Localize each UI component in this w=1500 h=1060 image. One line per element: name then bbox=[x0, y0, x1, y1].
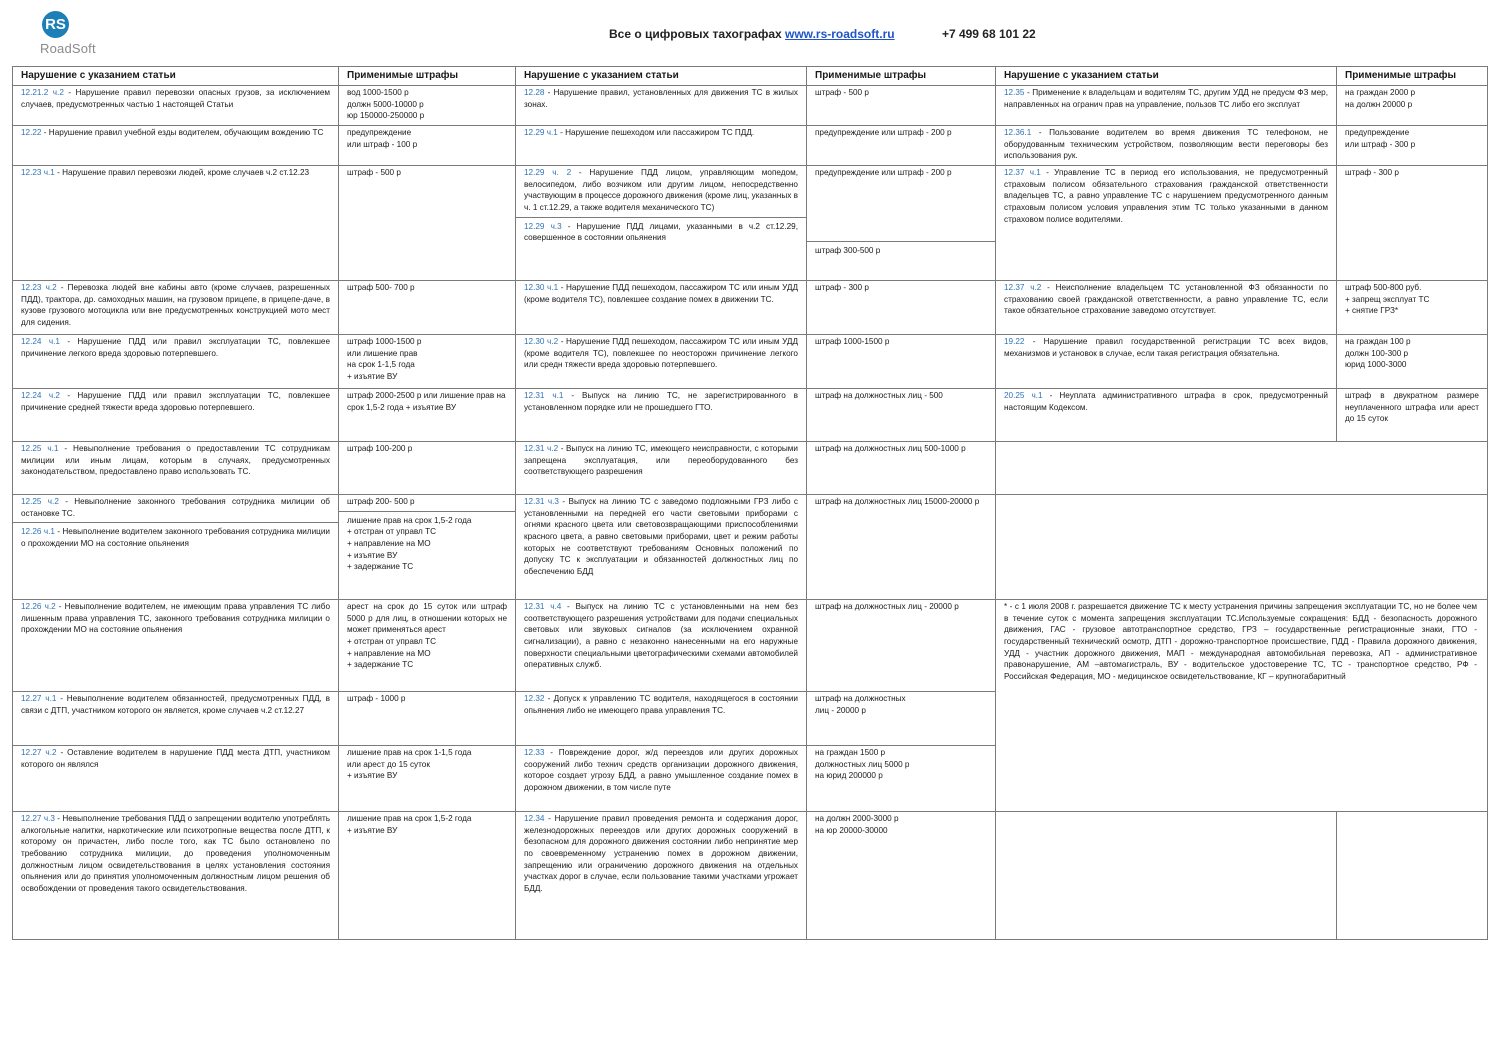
violation-cell bbox=[996, 281, 1337, 335]
violation-cell bbox=[996, 86, 1337, 126]
empty-cell bbox=[1337, 812, 1488, 940]
fine-text: лишение прав на срок 1,5-2 года + отстран от управл ТС + направление на МО + изъятие ВУ + задержание ТС bbox=[347, 515, 472, 572]
violation-cell bbox=[516, 335, 807, 389]
violation-text: - Невыполнение законного требования сотрудника милиции об остановке ТС. bbox=[21, 497, 330, 518]
article-number: 20.25 ч.1 bbox=[1004, 391, 1043, 401]
article-number: 12.23 ч.2 bbox=[21, 283, 57, 293]
table-row bbox=[13, 600, 1488, 692]
violation-cell bbox=[13, 166, 339, 281]
table-row bbox=[13, 442, 1488, 495]
article-number: 12.25 ч.1 bbox=[21, 444, 59, 454]
fine-text: штраф 200- 500 р bbox=[347, 497, 415, 507]
violation-cell bbox=[996, 126, 1337, 166]
violation-text: - Допуск к управлению ТС водителя, находящегося в состоянии опьянения либо не имеющего права управления ТС. bbox=[524, 694, 798, 715]
logo-text: RoadSoft bbox=[40, 41, 96, 56]
violation-text: - Повреждение дорог, ж/д переездов или других дорожных сооружений либо технич средств организации дорожного движения, которое создает угрозу БДД, а равно умышленное создание помех в дорожном движении, в том числе путе bbox=[524, 748, 798, 793]
fine-cell: штраф на должностных лиц - 500 bbox=[807, 389, 996, 442]
column-header-violation: Нарушение с указанием статьи bbox=[13, 67, 339, 86]
violation-cell bbox=[13, 812, 339, 940]
footnote-cell: * - с 1 июля 2008 г. разрешается движение ТС к месту устранения причины запрещения эксплуатации ТС, но не более чем в течение суток с момента запрещения эксплуатации ТС.Используемые сокращения: БДД - безопасность дорожного движения, ГАС - грузовое автотранспортное средство, ГРЗ – государственные регистрационные знаки, ГТО - государственный технический осмотр, ДТП - дорожно-транспортное происшествие, ПДД - Правила дорожного движения, УДД - участник дорожного движения, МАП - международная автомобильная перевозка, АП - административное правонарушение, АМ –автомагистраль, ВУ - водительское удостоверение ТС, ТС - транспортное средство, РФ - Российская Федерация, МО - медицинское освидетельствование, КГ – крупногабаритный bbox=[996, 600, 1488, 812]
violation-cell bbox=[13, 389, 339, 442]
fine-cell: на должн 2000-3000 р на юр 20000-30000 bbox=[807, 812, 996, 940]
column-header-violation: Нарушение с указанием статьи bbox=[996, 67, 1337, 86]
table-row bbox=[13, 495, 1488, 600]
violation-text: - Оставление водителем в нарушение ПДД места ДТП, участником которого он являлся bbox=[21, 748, 331, 769]
fine-cell: лишение прав на срок 1-1,5 года или арест до 15 суток + изъятие ВУ bbox=[339, 746, 516, 812]
violation-cell bbox=[516, 389, 807, 442]
table-row bbox=[13, 126, 1488, 166]
article-number: 19.22 bbox=[1004, 337, 1025, 347]
violation-cell bbox=[13, 746, 339, 812]
violation-text: - Нарушение ПДД пешеходом, пассажиром ТС или иным УДД (кроме водителя ТС), повлекшее создание помех в движении ТС. bbox=[524, 283, 799, 304]
violation-text: - Нарушение ПДД лицом, управляющим мопедом, велосипедом, либо возчиком или другим лицом, непосредственно участвующим в процессе дорожного движения (кроме лиц, указанных в ч. 1 ст.12.29, а также водителя механического ТС) bbox=[524, 168, 798, 213]
fine-cell: штраф - 300 р bbox=[1337, 166, 1488, 281]
article-number: 12.27 ч.2 bbox=[21, 748, 57, 758]
fine-cell: штраф 500- 700 р bbox=[339, 281, 516, 335]
article-number: 12.29 ч. 2 bbox=[524, 168, 572, 178]
fine-cell: вод 1000-1500 р должн 5000-10000 р юр 150000-250000 р bbox=[339, 86, 516, 126]
fine-cell: штраф на должностных лиц - 20000 р bbox=[807, 600, 996, 692]
phone-number: +7 499 68 101 22 bbox=[941, 27, 1036, 41]
violation-text: - Нарушение ПДД лицами, указанными в ч.2 ст.12.29, совершенное в состоянии опьянения bbox=[524, 221, 799, 243]
header-prefix: Все о цифровых тахографах bbox=[609, 27, 782, 41]
table-row bbox=[13, 812, 1488, 940]
article-number: 12.30 ч.1 bbox=[524, 283, 559, 293]
fine-cell: штраф на должностных лиц 500-1000 р bbox=[807, 442, 996, 495]
table-row bbox=[13, 86, 1488, 126]
logo-mark-icon: RS bbox=[42, 11, 69, 38]
column-header-fine: Применимые штрафы bbox=[807, 67, 996, 86]
violation-text: - Нарушение правил перевозки людей, кроме случаев ч.2 ст.12.23 bbox=[54, 168, 310, 178]
article-number: 12.23 ч.1 bbox=[21, 168, 55, 178]
fine-cell bbox=[807, 166, 996, 281]
fine-cell: предупреждение или штраф - 100 р bbox=[339, 126, 516, 166]
violation-text: - Неуплата административного штрафа в срок, предусмотренный настоящим Кодексом. bbox=[1004, 391, 1328, 412]
violation-cell bbox=[13, 442, 339, 495]
fine-cell: предупреждение или штраф - 300 р bbox=[1337, 126, 1488, 166]
violation-cell bbox=[516, 746, 807, 812]
fine-cell: арест на срок до 15 суток или штраф 5000 р для лиц, в отношении которых не может применяться арест + отстран от управл ТС + направление на МО + задержание ТС bbox=[339, 600, 516, 692]
article-number: 12.26 ч.2 bbox=[21, 602, 56, 612]
roadsoft-logo bbox=[40, 11, 100, 61]
violation-text: - Невыполнение водителем законного требования сотрудника милиции о прохождении МО на состояние опьянения bbox=[21, 527, 330, 549]
article-number: 12.31 ч.3 bbox=[524, 497, 559, 507]
article-number: 12.36.1 bbox=[1004, 128, 1032, 138]
violation-cell bbox=[996, 335, 1337, 389]
fine-cell: штраф на должностных лиц 15000-20000 р bbox=[807, 495, 996, 600]
fine-text: предупреждение или штраф - 200 р bbox=[815, 168, 952, 178]
column-header-fine: Применимые штрафы bbox=[1337, 67, 1488, 86]
fine-cell: предупреждение или штраф - 200 р bbox=[807, 126, 996, 166]
fine-cell: штраф 100-200 р bbox=[339, 442, 516, 495]
fine-cell: штраф в двукратном размере неуплаченного штрафа или арест до 15 суток bbox=[1337, 389, 1488, 442]
article-number: 12.34 bbox=[524, 814, 545, 824]
violation-cell bbox=[13, 86, 339, 126]
violation-text: - Нарушение ПДД или правил эксплуатации ТС, повлекшее причинение легкого вреда здоровью потерпевшего. bbox=[21, 337, 330, 358]
violation-text: - Выпуск на линию ТС, имеющего неисправности, с которыми запрещена эксплуатация, или переоборудованного без соответствующего разрешения bbox=[524, 444, 798, 477]
violation-text: - Выпуск на линию ТС с заведомо подложными ГРЗ либо с установленными на передней его части световыми приборами с огнями красного цвета или световозвращающими приспособлениями красного цвета, а равно световыми приборами, цвет и режим работы которых не соответствуют требованиям Основных положений по допуску ТС к эксплуатации и обязанностей должностных лиц по обеспечению БДД bbox=[524, 497, 798, 577]
violation-text: - Управление ТС в период его использования, не предусмотренный страховым полисом обязательного страхования гражданской ответственности владельцев ТС, а равно управление ТС с нарушением предусмотренного данным страховым полисом условия управления этим ТС только указанными в данном страховом полисе водителями. bbox=[1004, 168, 1329, 224]
violation-cell bbox=[516, 126, 807, 166]
violation-cell bbox=[516, 281, 807, 335]
article-number: 12.29 ч.1 bbox=[524, 128, 558, 138]
violation-text: - Перевозка людей вне кабины авто (кроме случаев, разрешенных ПДД), трактора, др. самоходных машин, на грузовом прицепе, в прицепе-даче, в кузове грузового мотоцикла или вне предусмотренных конструкцией мото мест для сидения. bbox=[21, 283, 330, 328]
article-number: 12.37 ч.2 bbox=[1004, 283, 1042, 293]
article-number: 12.22 bbox=[21, 128, 42, 138]
table-row bbox=[13, 166, 1488, 281]
violation-text: - Нарушение ПДД пешеходом, пассажиром ТС или иным УДД (кроме водителя ТС), повлекшее по неосторожн причинение легкого или средн тяжести вреда здоровью потерпевшего. bbox=[524, 337, 799, 370]
empty-cell bbox=[996, 442, 1488, 495]
fines-table bbox=[12, 66, 1488, 940]
fine-cell: лишение прав на срок 1,5-2 года + изъятие ВУ bbox=[339, 812, 516, 940]
violation-text: - Невыполнение требования о предоставлении ТС сотрудникам милиции или иным лицам, которым в случаях, предусмотренных законодательством, предоставлено право использовать ТС. bbox=[21, 444, 330, 477]
fine-cell: на граждан 100 р должн 100-300 р юрид 1000-3000 bbox=[1337, 335, 1488, 389]
article-number: 12.28 bbox=[524, 88, 545, 98]
article-number: 12.27 ч.1 bbox=[21, 694, 57, 704]
fine-cell: на граждан 1500 р должностных лиц 5000 р на юрид 200000 р bbox=[807, 746, 996, 812]
violation-cell bbox=[516, 600, 807, 692]
fine-cell: штраф - 1000 р bbox=[339, 692, 516, 746]
fine-cell: на граждан 2000 р на должн 20000 р bbox=[1337, 86, 1488, 126]
fine-text: штраф 300-500 р bbox=[815, 245, 881, 255]
violation-text: - Выпуск на линию ТС, не зарегистрированного в установленном порядке или не прошедшего ГТО. bbox=[524, 391, 799, 412]
empty-cell bbox=[996, 495, 1488, 600]
fine-cell: штраф - 500 р bbox=[807, 86, 996, 126]
article-number: 12.31 ч.4 bbox=[524, 602, 562, 612]
empty-cell bbox=[996, 812, 1337, 940]
article-number: 12.30 ч.2 bbox=[524, 337, 559, 347]
fine-cell: штраф на должностных лиц - 20000 р bbox=[807, 692, 996, 746]
violation-text: - Невыполнение требования ПДД о запрещении водителю употреблять алкогольные напитки, наркотические или психотропные вещества после ДТП, к которому он причастен, либо после того, как ТС было остановлено по требованию сотрудника милиции, до проведения уполномоченным должностным лицом освидетельствования в целях установления состояния опьянения или до принятия уполномоченным должностным лицом решения об освобождении от проведения такого освидетельствования. bbox=[21, 814, 330, 894]
violation-cell bbox=[516, 812, 807, 940]
fine-cell bbox=[339, 495, 516, 600]
violation-text: - Нарушение пешеходом или пассажиром ТС ПДД. bbox=[557, 128, 755, 138]
table-row bbox=[13, 335, 1488, 389]
violation-cell bbox=[516, 442, 807, 495]
fine-cell: штраф - 500 р bbox=[339, 166, 516, 281]
page-header bbox=[609, 27, 1036, 41]
violation-text: - Невыполнение водителем, не имеющим права управления ТС либо лишенным права управления ТС, законного требования сотрудника милиции о прохождении МО на состояние опьянения bbox=[21, 602, 331, 635]
violation-cell bbox=[516, 495, 807, 600]
fine-cell: штраф 2000-2500 р или лишение прав на срок 1,5-2 года + изъятие ВУ bbox=[339, 389, 516, 442]
violation-cell bbox=[13, 335, 339, 389]
article-number: 12.31 ч.1 bbox=[524, 391, 564, 401]
article-number: 12.37 ч.1 bbox=[1004, 168, 1041, 178]
violation-text: - Нарушение правил проведения ремонта и содержания дорог, железнодорожных переездов или других дорожных сооружений в безопасном для дорожного движения состоянии либо непринятие мер по своевременному устранению помех в дорожном движении, запрещению или ограничению дорожного движения на отдельных участках дорог в случае, если пользование такими участками угрожает БДД. bbox=[524, 814, 798, 894]
fine-cell: штраф - 300 р bbox=[807, 281, 996, 335]
article-number: 12.25 ч.2 bbox=[21, 497, 59, 507]
article-number: 12.29 ч.3 bbox=[524, 221, 562, 231]
article-number: 12.24 ч.1 bbox=[21, 337, 60, 347]
violation-text: - Неисполнение владельцем ТС установленной ФЗ обязанности по страхованию своей гражданской ответственности, а равно управление ТС, если такое обязательное страхование заведомо отсутствует. bbox=[1004, 283, 1329, 316]
violation-text: - Нарушение ПДД или правил эксплуатации ТС, повлекшее причинение средней тяжести вреда здоровью потерпевшего. bbox=[21, 391, 330, 412]
article-number: 12.35 bbox=[1004, 88, 1025, 98]
fine-cell: штраф 500-800 руб. + запрещ эксплуат ТС + снятие ГРЗ* bbox=[1337, 281, 1488, 335]
violation-text: - Нарушение правил, установленных для движения ТС в жилых зонах. bbox=[524, 88, 798, 109]
article-number: 12.21.2 ч.2 bbox=[21, 88, 64, 98]
table-row bbox=[13, 389, 1488, 442]
violation-cell bbox=[13, 495, 339, 600]
article-number: 12.32 bbox=[524, 694, 545, 704]
column-header-violation: Нарушение с указанием статьи bbox=[516, 67, 807, 86]
column-header-fine: Применимые штрафы bbox=[339, 67, 516, 86]
violation-cell bbox=[516, 166, 807, 281]
fine-cell: штраф 1000-1500 р или лишение прав на срок 1-1,5 года + изъятие ВУ bbox=[339, 335, 516, 389]
article-number: 12.31 ч.2 bbox=[524, 444, 559, 454]
violation-cell bbox=[13, 692, 339, 746]
violation-text: - Невыполнение водителем обязанностей, предусмотренных ПДД, в связи с ДТП, участником которого он является, кроме случаев ч.2 ст.12.27 bbox=[21, 694, 330, 715]
violation-text: - Нарушение правил учебной езды водителем, обучающим вождению ТС bbox=[41, 128, 324, 138]
violation-cell bbox=[13, 600, 339, 692]
fine-cell: штраф 1000-1500 р bbox=[807, 335, 996, 389]
article-number: 12.26 ч.1 bbox=[21, 527, 55, 537]
violation-cell bbox=[13, 126, 339, 166]
violation-text: - Выпуск на линию ТС с установленными на нем без соответствующего разрешения устройствами для подачи специальных световых или звуковых сигналов (за исключением охранной сигнализации), а равно с незаконно нанесенными на его наружные поверхности специальными цветографическими схемами автомобилей оперативных служб. bbox=[524, 602, 799, 670]
violation-cell bbox=[996, 166, 1337, 281]
violation-text: - Пользование водителем во время движения ТС телефоном, не оборудованным техническим устройством, позволяющим вести переговоры без использования рук. bbox=[1004, 128, 1328, 161]
article-number: 12.24 ч.2 bbox=[21, 391, 60, 401]
violation-text: - Нарушение правил перевозки опасных грузов, за исключением случаев, предусмотренных частью 1 настоящей Статьи bbox=[21, 88, 330, 109]
violation-cell bbox=[996, 389, 1337, 442]
table-header-row bbox=[13, 67, 1488, 86]
article-number: 12.33 bbox=[524, 748, 545, 758]
violation-text: - Нарушение правил государственной регистрации ТС всех видов, механизмов и установок в случае, если такая регистрация обязательна. bbox=[1004, 337, 1328, 358]
violation-text: - Применение к владельцам и водителям ТС, другим УДД не предусм ФЗ мер, направленных на огранич прав на управление, пользов ТС либо его эксплуат bbox=[1004, 88, 1328, 109]
violation-cell bbox=[516, 692, 807, 746]
violation-cell bbox=[516, 86, 807, 126]
article-number: 12.27 ч.3 bbox=[21, 814, 55, 824]
site-link[interactable]: www.rs-roadsoft.ru bbox=[785, 27, 895, 41]
violation-cell bbox=[13, 281, 339, 335]
table-row bbox=[13, 281, 1488, 335]
